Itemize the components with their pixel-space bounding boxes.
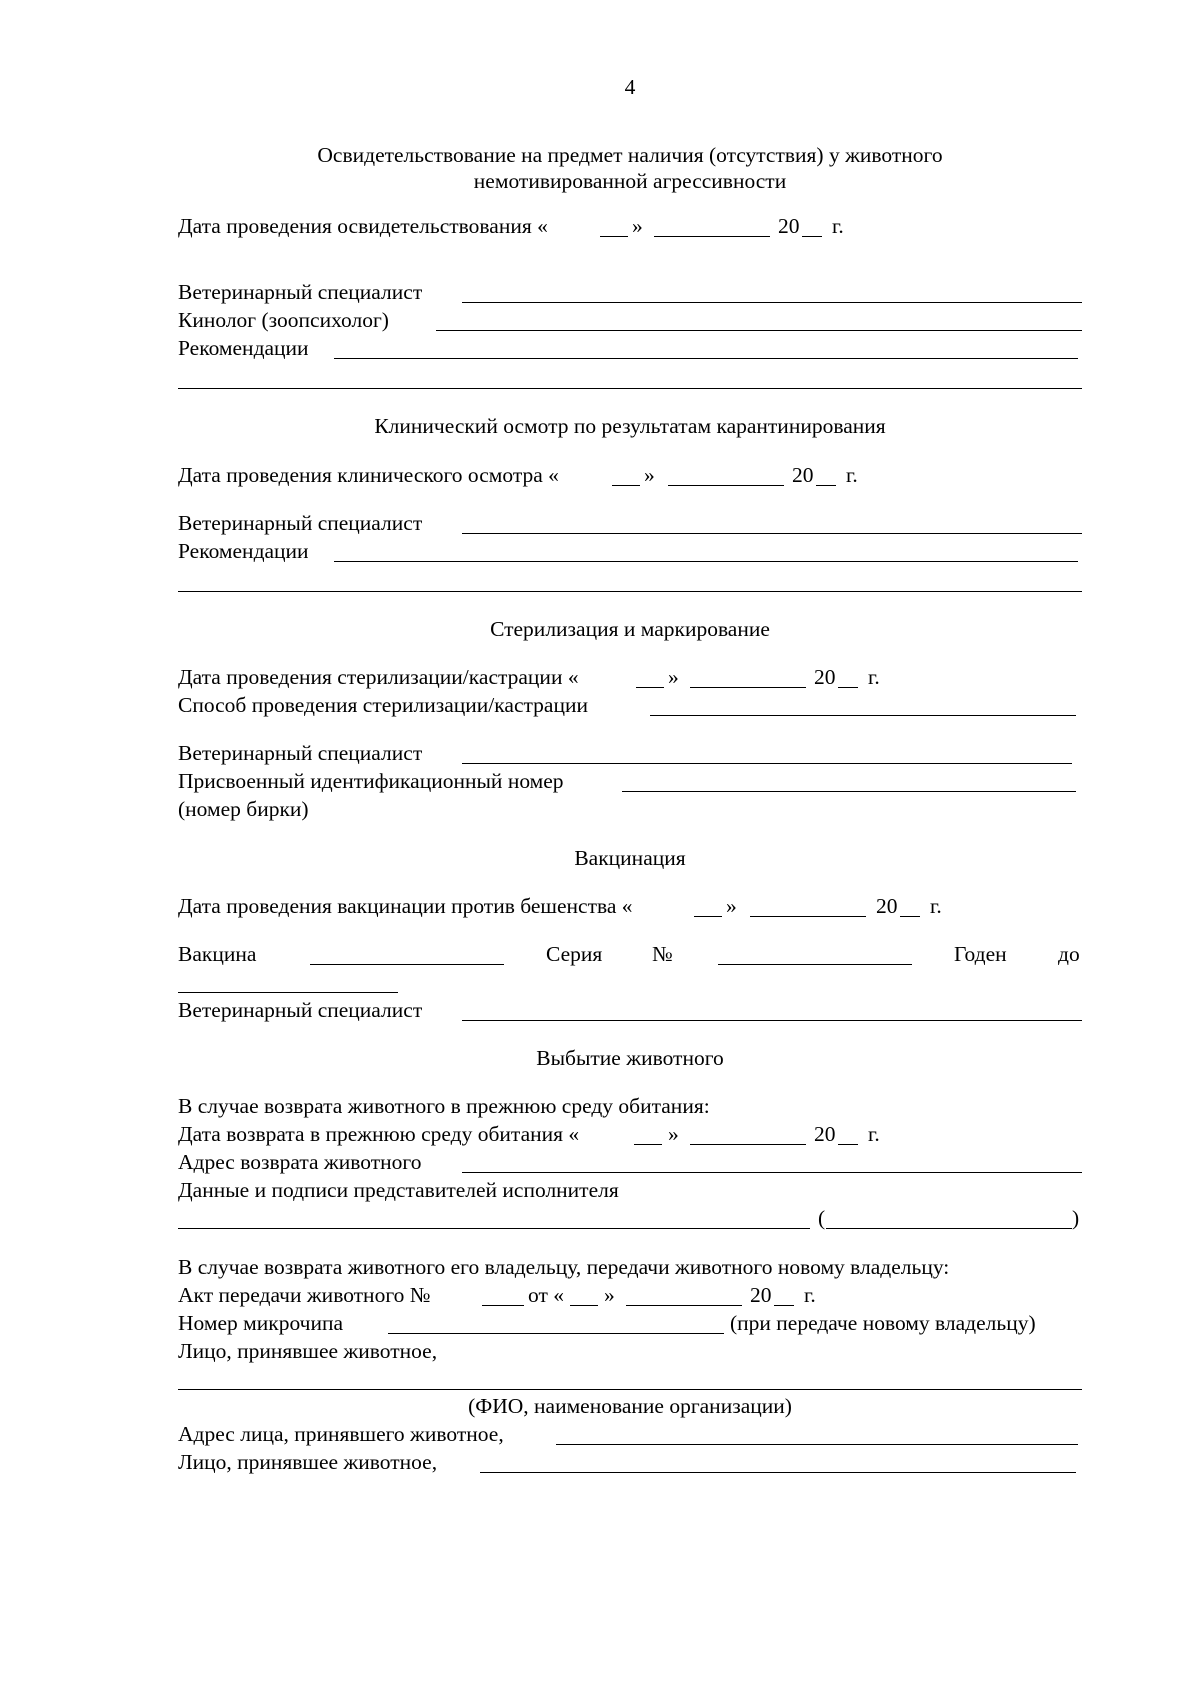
sterilization-date-quote: » [668,665,679,689]
receiver-name-field[interactable] [178,1389,1082,1390]
id-number-label: Присвоенный идентификационный номер [178,769,564,793]
sterilization-vet-label: Ветеринарный специалист [178,741,423,765]
vaccination-day-field[interactable] [694,916,722,917]
executor-name-field[interactable] [826,1228,1072,1229]
vaccination-vet-label: Ветеринарный специалист [178,998,423,1022]
microchip-note: (при передаче новому владельцу) [730,1311,1036,1335]
transfer-act-number-field[interactable] [482,1305,524,1306]
receiver-label-2: Лицо, принявшее животное, [178,1450,438,1474]
clinical-recommend-label: Рекомендации [178,539,309,563]
cynologist-field[interactable] [436,330,1082,331]
section-title-sterilization: Стерилизация и маркирование [490,617,770,641]
return-date-quote: » [668,1122,679,1146]
examination-year-suffix: г. [832,214,844,238]
clinical-date-label: Дата проведения клинического осмотра « [178,463,559,487]
sterilization-year-prefix: 20 [814,665,836,689]
section-title-examination-1: Освидетельствование на предмет наличия (отсутствия) у животного [317,143,943,167]
examination-month-field[interactable] [654,236,770,237]
valid-label: Годен [954,942,1007,966]
cynologist-label: Кинолог (зоопсихолог) [178,308,389,332]
transfer-month-field[interactable] [626,1305,742,1306]
return-day-field[interactable] [634,1144,662,1145]
examination-date-label: Дата проведения освидетельствования « [178,214,548,238]
vaccination-date-quote: » [726,894,737,918]
transfer-year-suffix: г. [804,1283,816,1307]
clinical-vet-label: Ветеринарный специалист [178,511,423,535]
examination-recommend-field[interactable] [334,358,1078,359]
clinical-day-field[interactable] [612,485,640,486]
transfer-year-field[interactable] [774,1305,794,1306]
examination-date-quote: » [632,214,643,238]
clinical-vet-field[interactable] [462,533,1082,534]
sterilization-year-field[interactable] [838,687,858,688]
signature-paren-open: ( [818,1206,826,1230]
return-year-field[interactable] [838,1144,858,1145]
receiver-field-2[interactable] [480,1472,1076,1473]
sterilization-method-field[interactable] [650,715,1076,716]
section-title-vaccination: Вакцинация [574,846,686,870]
signature-paren-close: ) [1072,1206,1080,1230]
transfer-act-label: Акт передачи животного № [178,1283,431,1307]
number-sign-label: № [652,942,673,966]
page-number: 4 [624,75,636,99]
clinical-year-field[interactable] [816,485,836,486]
receiver-address-field[interactable] [556,1444,1078,1445]
microchip-label: Номер микрочипа [178,1311,344,1335]
sterilization-method-label: Способ проведения стерилизации/кастрации [178,693,588,717]
sterilization-year-suffix: г. [868,665,880,689]
examination-year-field[interactable] [802,236,822,237]
vaccination-year-prefix: 20 [876,894,898,918]
section-title-examination-2: немотивированной агрессивности [473,169,787,193]
transfer-day-field[interactable] [570,1305,598,1306]
examination-day-field[interactable] [600,236,628,237]
clinical-year-prefix: 20 [792,463,814,487]
fio-caption: (ФИО, наименование организации) [468,1394,792,1418]
return-month-field[interactable] [690,1144,806,1145]
return-habitat-heading: В случае возврата животного в прежнюю среду обитания: [178,1094,710,1118]
examination-vet-field[interactable] [462,302,1082,303]
valid-until-label: до [1058,942,1080,966]
clinical-date-quote: » [644,463,655,487]
examination-recommend-label: Рекомендации [178,336,309,360]
section-title-disposal: Выбытие животного [536,1046,724,1070]
id-number-field[interactable] [622,791,1076,792]
return-address-field[interactable] [462,1172,1082,1173]
valid-until-field[interactable] [178,992,398,993]
examination-vet-label: Ветеринарный специалист [178,280,423,304]
clinical-month-field[interactable] [668,485,784,486]
sterilization-month-field[interactable] [690,687,806,688]
receiver-address-label: Адрес лица, принявшего животное, [178,1422,504,1446]
transfer-year-prefix: 20 [750,1283,772,1307]
series-field[interactable] [718,964,912,965]
section-title-clinical: Клинический осмотр по результатам карантинирования [374,414,886,438]
microchip-field[interactable] [388,1333,724,1334]
series-label: Серия [546,942,603,966]
vaccination-year-suffix: г. [930,894,942,918]
return-date-label: Дата возврата в прежнюю среду обитания « [178,1122,580,1146]
vaccine-field[interactable] [310,964,504,965]
executor-signature-field[interactable] [178,1228,810,1229]
vaccination-year-field[interactable] [900,916,920,917]
transfer-act-from: от « [528,1283,564,1307]
sterilization-date-label: Дата проведения стерилизации/кастрации « [178,665,579,689]
clinical-recommend-field[interactable] [334,561,1078,562]
vaccine-label: Вакцина [178,942,257,966]
sterilization-vet-field[interactable] [462,763,1072,764]
return-address-label: Адрес возврата животного [178,1150,422,1174]
vaccination-vet-field[interactable] [462,1020,1082,1021]
return-year-suffix: г. [868,1122,880,1146]
executor-signatures-label: Данные и подписи представителей исполнителя [178,1178,619,1202]
clinical-recommend-field-2[interactable] [178,591,1082,592]
examination-year-prefix: 20 [778,214,800,238]
tag-number-label: (номер бирки) [178,797,309,821]
receiver-label: Лицо, принявшее животное, [178,1339,438,1363]
return-owner-heading: В случае возврата животного его владельцу, передачи животного новому владельцу: [178,1255,950,1279]
sterilization-day-field[interactable] [636,687,664,688]
examination-recommend-field-2[interactable] [178,388,1082,389]
vaccination-date-label: Дата проведения вакцинации против бешенства « [178,894,633,918]
clinical-year-suffix: г. [846,463,858,487]
vaccination-month-field[interactable] [750,916,866,917]
return-year-prefix: 20 [814,1122,836,1146]
transfer-date-quote: » [604,1283,615,1307]
